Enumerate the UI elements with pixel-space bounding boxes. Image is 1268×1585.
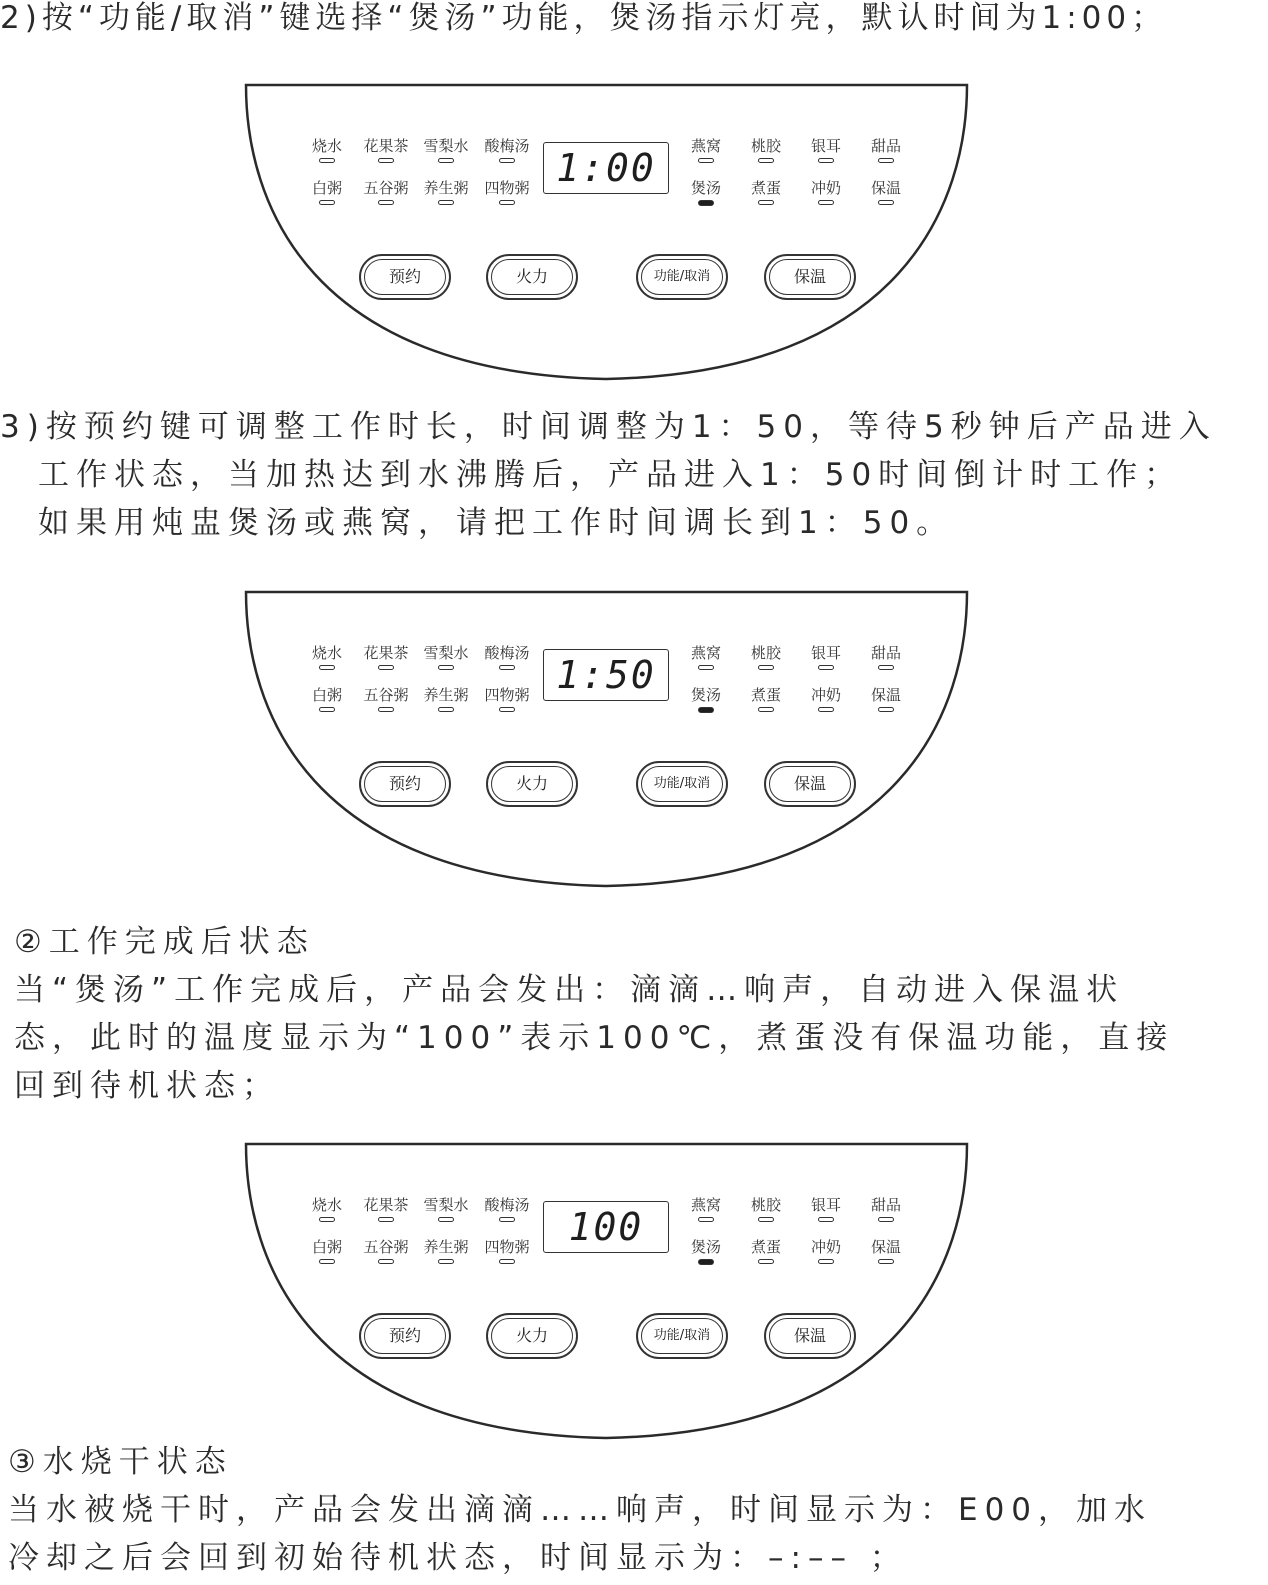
function-label: 甜品 [870, 1196, 901, 1214]
button-label: 保温 [793, 774, 826, 793]
panel-button[interactable] [636, 1313, 728, 1359]
button-label: 功能/取消 [653, 1328, 711, 1343]
indicator-light [758, 707, 774, 712]
function-label: 银耳 [810, 137, 841, 155]
indicator-light-on [698, 1259, 714, 1265]
indicator-light [319, 158, 335, 163]
function-label: 煮蛋 [750, 179, 781, 197]
button-label: 预约 [388, 774, 421, 793]
function-label: 桃胶 [750, 1196, 781, 1214]
function-label: 酸梅汤 [484, 1196, 530, 1214]
indicator-light [818, 158, 834, 163]
function-label: 白粥 [311, 179, 342, 197]
function-label: 煲汤 [690, 686, 721, 704]
indicator-light [378, 707, 394, 712]
function-label: 冲奶 [810, 686, 841, 704]
indicator-light [818, 1259, 834, 1264]
panel-button[interactable] [359, 761, 451, 807]
button-label: 预约 [388, 1326, 421, 1345]
indicator-light [378, 665, 394, 670]
function-label: 燕窝 [690, 1196, 721, 1214]
panel-border [246, 592, 967, 886]
function-label: 花果茶 [363, 1196, 409, 1214]
indicator-light [378, 158, 394, 163]
text-line: 当“煲汤”工作完成后，产品会发出：滴滴…响声，自动进入保温状 [14, 972, 1125, 1008]
indicator-light [378, 200, 394, 205]
function-label: 煮蛋 [750, 1238, 781, 1256]
button-label: 火力 [515, 267, 548, 286]
function-label: 酸梅汤 [484, 137, 530, 155]
function-label: 五谷粥 [363, 179, 409, 197]
function-label: 烧水 [311, 1196, 342, 1214]
indicator-light [499, 1217, 515, 1222]
function-label: 甜品 [870, 137, 901, 155]
function-label: 酸梅汤 [484, 644, 530, 662]
panel-button[interactable] [486, 1313, 578, 1359]
function-label: 养生粥 [423, 686, 469, 704]
function-label: 五谷粥 [363, 686, 409, 704]
panel-button[interactable] [764, 761, 856, 807]
text-line: 工作状态，当加热达到水沸腾后，产品进入1：50时间倒计时工作； [38, 457, 1183, 493]
indicator-light [499, 707, 515, 712]
indicator-light [438, 158, 454, 163]
indicator-light [499, 1259, 515, 1264]
display-readout: 100 [568, 1205, 644, 1249]
function-label: 燕窝 [690, 137, 721, 155]
indicator-light [818, 200, 834, 205]
indicator-light-on [698, 707, 714, 713]
panel-button[interactable] [486, 254, 578, 300]
text-line: 态，此时的温度显示为“100”表示100℃，煮蛋没有保温功能，直接 [14, 1020, 1175, 1056]
function-label: 冲奶 [810, 179, 841, 197]
button-label: 保温 [793, 267, 826, 286]
indicator-light [698, 665, 714, 670]
indicator-light [499, 200, 515, 205]
function-label: 桃胶 [750, 137, 781, 155]
text-line: 冷却之后会回到初始待机状态，时间显示为：–:–– ； [8, 1540, 908, 1576]
indicator-light [319, 200, 335, 205]
indicator-light [818, 1217, 834, 1222]
step2-text [0, 0, 1268, 42]
indicator-light [438, 1259, 454, 1264]
indicator-light [878, 707, 894, 712]
function-label: 煲汤 [690, 179, 721, 197]
step3-text [0, 403, 1268, 547]
panel-button[interactable] [359, 1313, 451, 1359]
function-label: 五谷粥 [363, 1238, 409, 1256]
indicator-light [319, 707, 335, 712]
time-display [543, 1201, 669, 1253]
button-label: 功能/取消 [653, 269, 711, 284]
time-display [543, 142, 669, 194]
indicator-light [438, 200, 454, 205]
function-label: 养生粥 [423, 1238, 469, 1256]
section3-text [0, 1438, 1268, 1582]
button-label: 保温 [793, 1326, 826, 1345]
panel-border [246, 85, 967, 379]
function-label: 甜品 [870, 644, 901, 662]
indicator-light [698, 1217, 714, 1222]
function-label: 煲汤 [690, 1238, 721, 1256]
display-readout: 1:50 [556, 653, 656, 697]
panel-button[interactable] [636, 761, 728, 807]
text-line: 3)按预约键可调整工作时长，时间调整为1：50，等待5秒钟后产品进入 [0, 409, 1217, 445]
panel-outline [243, 1142, 970, 1442]
indicator-light [878, 158, 894, 163]
text-line: 回到待机状态； [14, 1068, 280, 1104]
control-panel-3 [243, 1142, 970, 1442]
time-display [543, 649, 669, 701]
panel-button[interactable] [764, 254, 856, 300]
function-label: 雪梨水 [423, 1196, 469, 1214]
indicator-light [878, 1259, 894, 1264]
function-label: 养生粥 [423, 179, 469, 197]
function-label: 四物粥 [484, 179, 530, 197]
function-label: 白粥 [311, 1238, 342, 1256]
indicator-light [878, 200, 894, 205]
indicator-light [319, 665, 335, 670]
indicator-light [698, 158, 714, 163]
indicator-light [758, 665, 774, 670]
panel-outline [243, 590, 970, 890]
indicator-light [818, 665, 834, 670]
button-label: 火力 [515, 1326, 548, 1345]
indicator-light [878, 665, 894, 670]
function-label: 花果茶 [363, 137, 409, 155]
function-label: 花果茶 [363, 644, 409, 662]
indicator-light [499, 158, 515, 163]
panel-border [246, 1144, 967, 1438]
indicator-light [758, 158, 774, 163]
indicator-light [319, 1217, 335, 1222]
panel-button[interactable] [764, 1313, 856, 1359]
indicator-light [758, 1217, 774, 1222]
function-label: 银耳 [810, 644, 841, 662]
panel-button[interactable] [359, 254, 451, 300]
function-label: 四物粥 [484, 1238, 530, 1256]
display-readout: 1:00 [556, 146, 656, 190]
text-line: 当水被烧干时，产品会发出滴滴……响声，时间显示为：E00，加水 [8, 1492, 1153, 1528]
section-title: ③水烧干状态 [8, 1444, 233, 1480]
indicator-light [438, 665, 454, 670]
indicator-light [758, 1259, 774, 1264]
function-label: 冲奶 [810, 1238, 841, 1256]
button-label: 火力 [515, 774, 548, 793]
panel-outline [243, 83, 970, 383]
button-label: 功能/取消 [653, 776, 711, 791]
indicator-light [499, 665, 515, 670]
function-label: 银耳 [810, 1196, 841, 1214]
function-label: 保温 [870, 1238, 901, 1256]
indicator-light [818, 707, 834, 712]
panel-button[interactable] [486, 761, 578, 807]
section-title: ②工作完成后状态 [14, 924, 315, 960]
panel-button[interactable] [636, 254, 728, 300]
function-label: 四物粥 [484, 686, 530, 704]
control-panel-1 [243, 83, 970, 383]
indicator-light [758, 200, 774, 205]
indicator-light [378, 1217, 394, 1222]
indicator-light [378, 1259, 394, 1264]
function-label: 保温 [870, 686, 901, 704]
text-line: 2)按“功能/取消”键选择“煲汤”功能，煲汤指示灯亮，默认时间为1:00； [0, 0, 1168, 36]
indicator-light [878, 1217, 894, 1222]
control-panel-2 [243, 590, 970, 890]
button-label: 预约 [388, 267, 421, 286]
indicator-light [438, 707, 454, 712]
text-line: 如果用炖盅煲汤或燕窝，请把工作时间调长到1：50。 [38, 505, 955, 541]
indicator-light [319, 1259, 335, 1264]
function-label: 桃胶 [750, 644, 781, 662]
function-label: 雪梨水 [423, 644, 469, 662]
indicator-light-on [698, 200, 714, 206]
function-label: 煮蛋 [750, 686, 781, 704]
function-label: 保温 [870, 179, 901, 197]
section2-text [0, 918, 1268, 1110]
function-label: 燕窝 [690, 644, 721, 662]
function-label: 烧水 [311, 137, 342, 155]
function-label: 白粥 [311, 686, 342, 704]
function-label: 雪梨水 [423, 137, 469, 155]
function-label: 烧水 [311, 644, 342, 662]
indicator-light [438, 1217, 454, 1222]
